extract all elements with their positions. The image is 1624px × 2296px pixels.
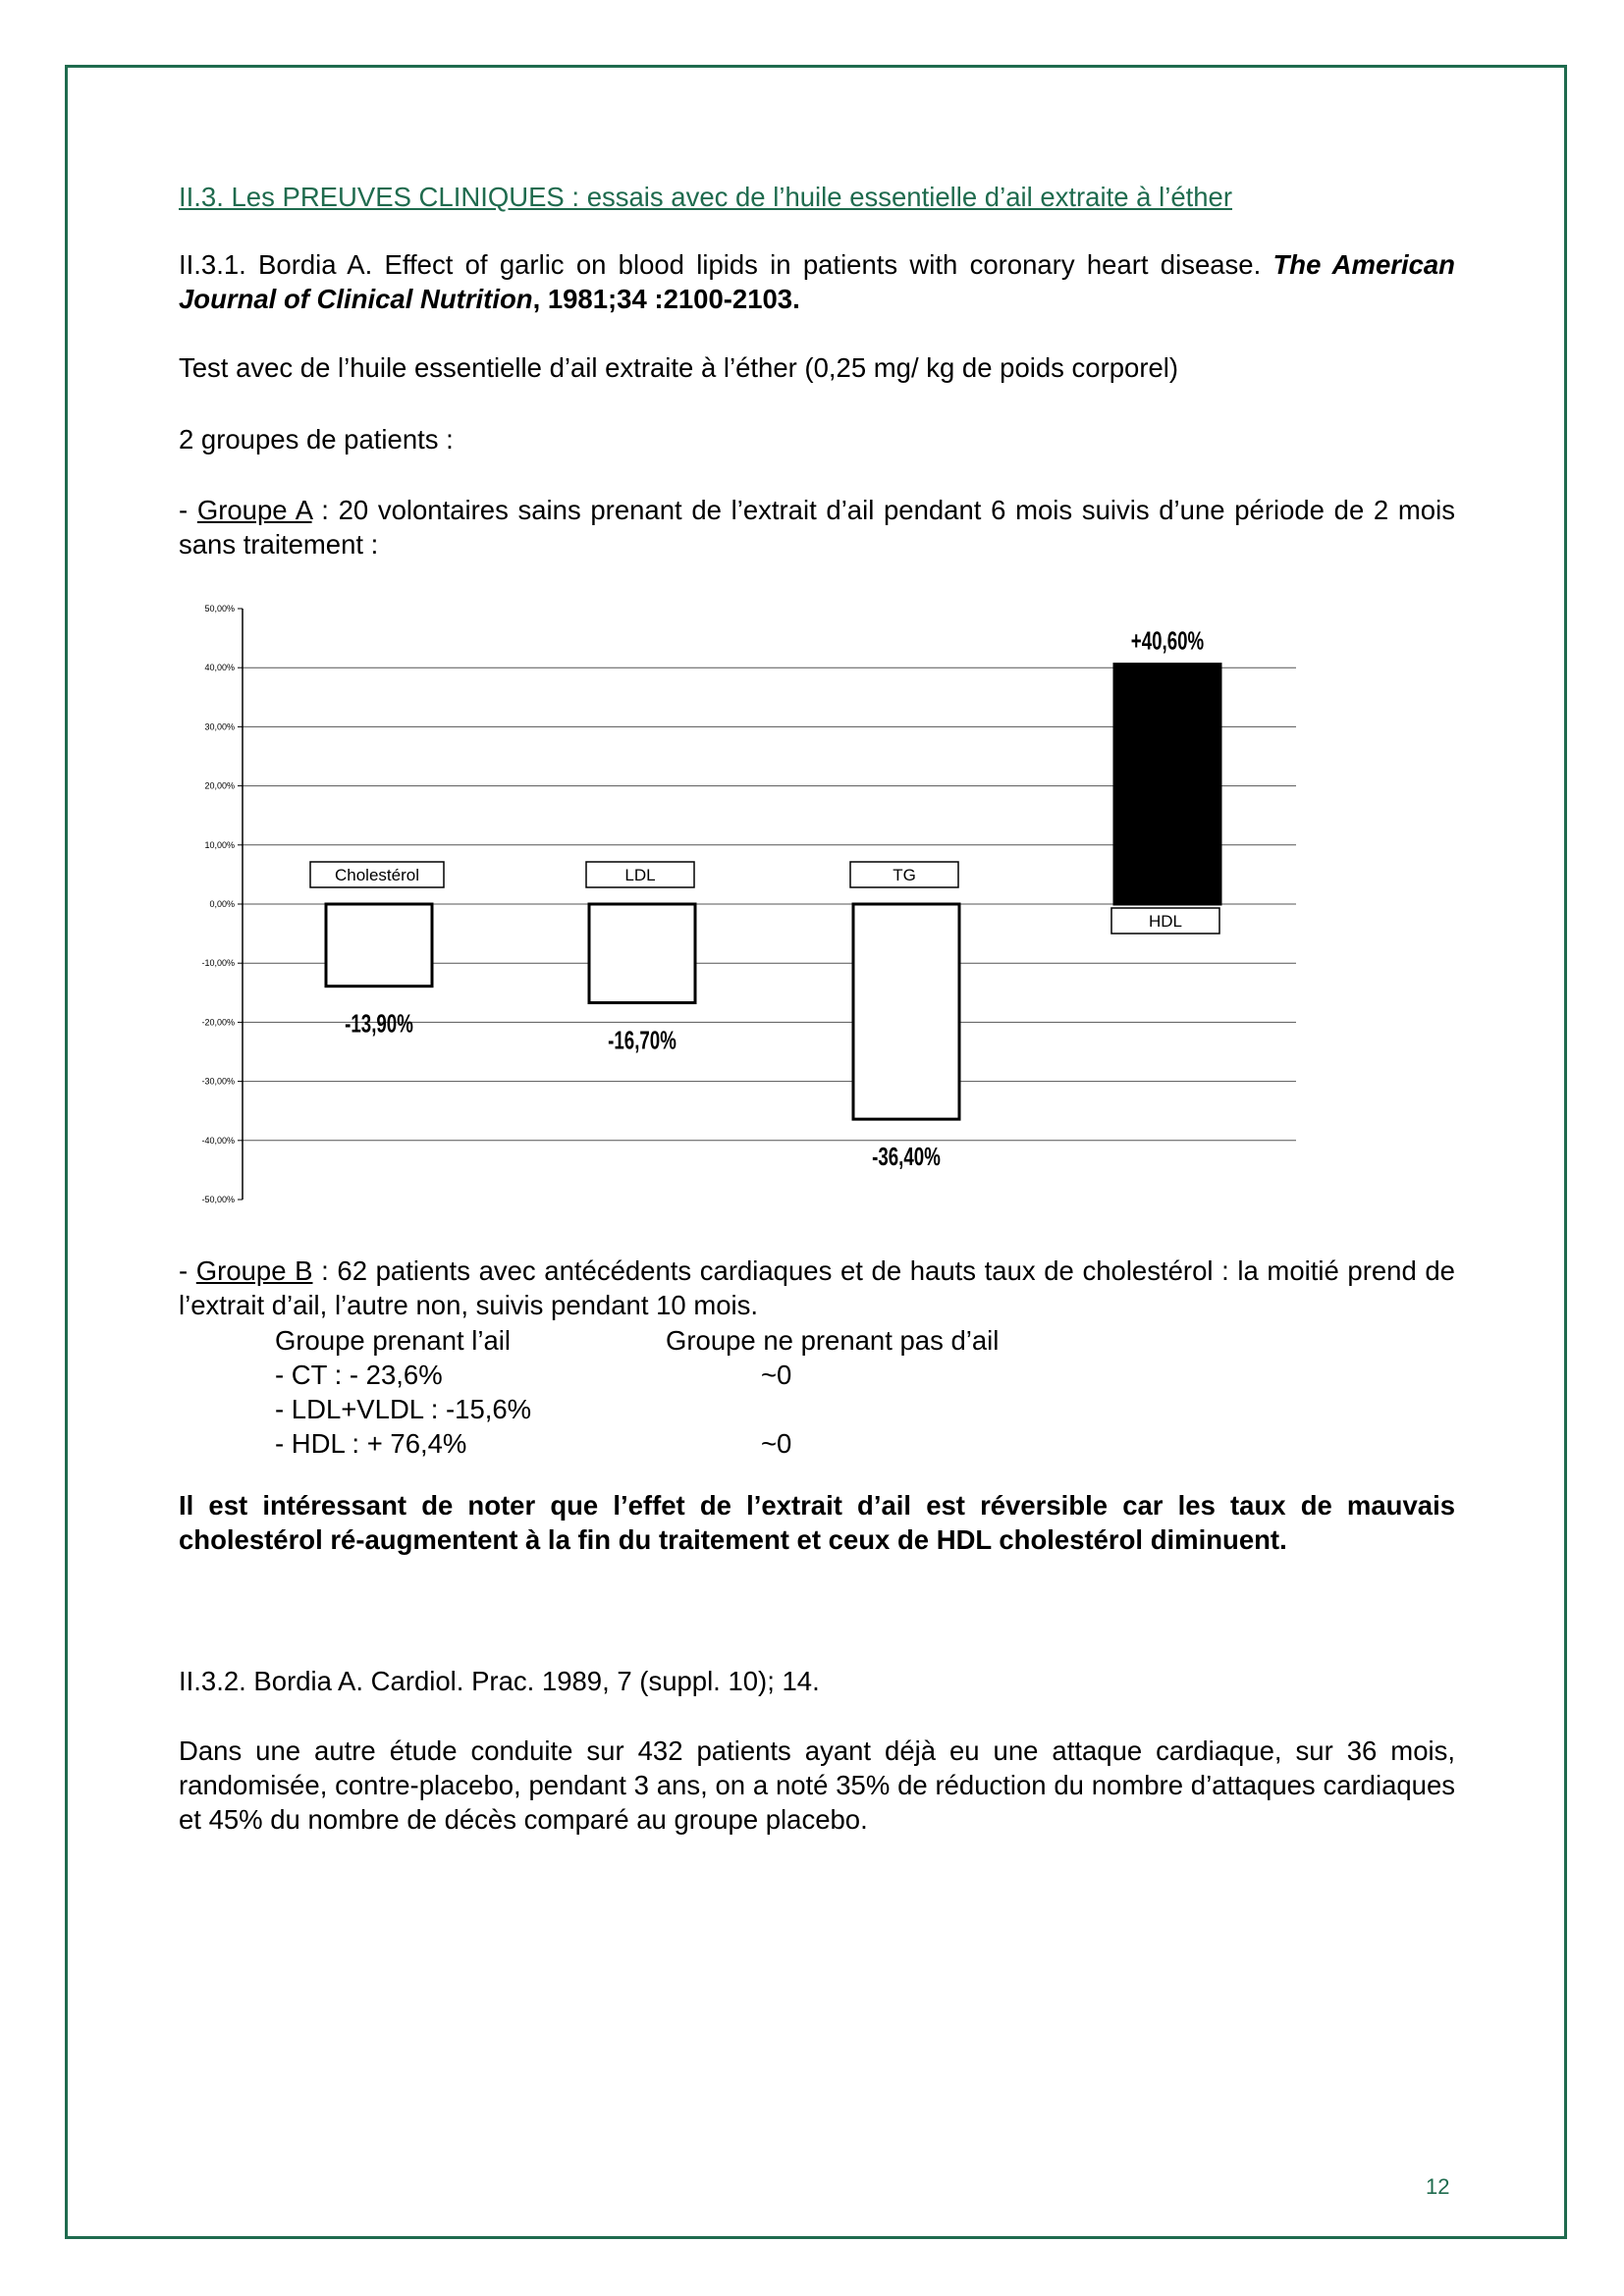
result-ct-control: ~0	[761, 1360, 792, 1390]
group-a-label: Groupe A	[196, 495, 312, 525]
chart-svg	[187, 594, 1311, 1222]
data-label: +40,60%	[1130, 625, 1205, 656]
test-description: Test avec de l’huile essentielle d’ail extraite à l’éther (0,25 mg/ kg de poids corporel)	[179, 352, 1179, 383]
y-tick-label: 50,00%	[204, 604, 235, 614]
category-label: TG	[893, 866, 916, 884]
y-tick-label: 40,00%	[204, 663, 235, 673]
result-ldl-vldl: - LDL+VLDL : -15,6%	[275, 1394, 532, 1424]
result-hdl: - HDL : + 76,4%	[275, 1428, 467, 1459]
group-a-text: : 20 volontaires sains prenant de l’extrait d’ail pendant 6 mois suivis d’une période de 2 mois sans traitement :	[179, 495, 1455, 560]
data-label: -13,90%	[345, 1008, 413, 1039]
y-tick-label: -30,00%	[201, 1076, 235, 1087]
lipid-change-chart	[187, 594, 1311, 1222]
category-label: LDL	[624, 866, 656, 884]
group-b-description	[179, 1254, 1455, 1322]
group-a-description	[179, 493, 1455, 561]
result-hdl-control: ~0	[761, 1428, 792, 1459]
section-title-text: II.3. Les PREUVES CLINIQUES : essais avec de l’huile essentielle d’ail extraite à l’éther	[179, 182, 1232, 212]
y-tick-label: -20,00%	[201, 1017, 235, 1028]
group-b-prefix: -	[179, 1255, 196, 1286]
y-tick-label: 0,00%	[209, 899, 235, 909]
category-label: Cholestérol	[335, 866, 419, 884]
study-description: Dans une autre étude conduite sur 432 patients ayant déjà eu une attaque cardiaque, sur 36 mois, randomisée, contre-placebo, pendant 3 ans, on a noté 35% de réduction du nombre d’attaques cardiaques et 45% du nombre de décès comparé au groupe placebo.	[179, 1735, 1455, 1835]
reference-1	[179, 247, 1455, 316]
group-b-label: Groupe B	[195, 1255, 313, 1286]
bar-hdl	[1114, 665, 1220, 904]
section-title	[179, 180, 1455, 214]
groups-intro: 2 groupes de patients :	[179, 424, 454, 454]
result-ct: - CT : - 23,6%	[275, 1360, 443, 1390]
conclusion: Il est intéressant de noter que l’effet de l’extrait d’ail est réversible car les taux de mauvais cholestérol ré-augmentent à la fin du traitement et ceux de HDL cholestérol diminuent.	[179, 1490, 1455, 1555]
y-tick-label: -10,00%	[201, 958, 235, 969]
y-tick-label: 10,00%	[204, 839, 235, 850]
y-tick-label: 30,00%	[204, 721, 235, 732]
bar-tg	[853, 904, 959, 1119]
y-tick-label: -50,00%	[201, 1195, 235, 1204]
category-label: HDL	[1148, 912, 1183, 931]
data-label: -16,70%	[608, 1025, 677, 1055]
group-b-text: : 62 patients avec antécédents cardiaques et de hauts taux de cholestérol : la moitié prend de l’extrait d’ail, l’autre non, suivis pendant 10 mois.	[179, 1255, 1455, 1320]
col-header-no-garlic: Groupe ne prenant pas d’ail	[666, 1325, 1000, 1356]
col-header-garlic: Groupe prenant l’ail	[275, 1325, 512, 1356]
data-label: -36,40%	[872, 1142, 941, 1171]
bar-cholestérol	[326, 904, 432, 987]
bar-ldl	[589, 904, 695, 1003]
reference-1-authors-title: II.3.1. Bordia A. Effect of garlic on blood lipids in patients with coronary heart disease.	[179, 249, 1273, 280]
reference-1-citation: , 1981;34 :2100-2103.	[532, 284, 800, 314]
reference-2: II.3.2. Bordia A. Cardiol. Prac. 1989, 7 (suppl. 10); 14.	[179, 1666, 820, 1696]
y-tick-label: 20,00%	[204, 780, 235, 791]
page-number: 12	[1426, 2174, 1450, 2199]
reference-1-journal: The American Journal of Clinical Nutrition	[179, 249, 1455, 314]
y-tick-label: -40,00%	[201, 1135, 235, 1146]
group-a-prefix: -	[179, 495, 197, 525]
